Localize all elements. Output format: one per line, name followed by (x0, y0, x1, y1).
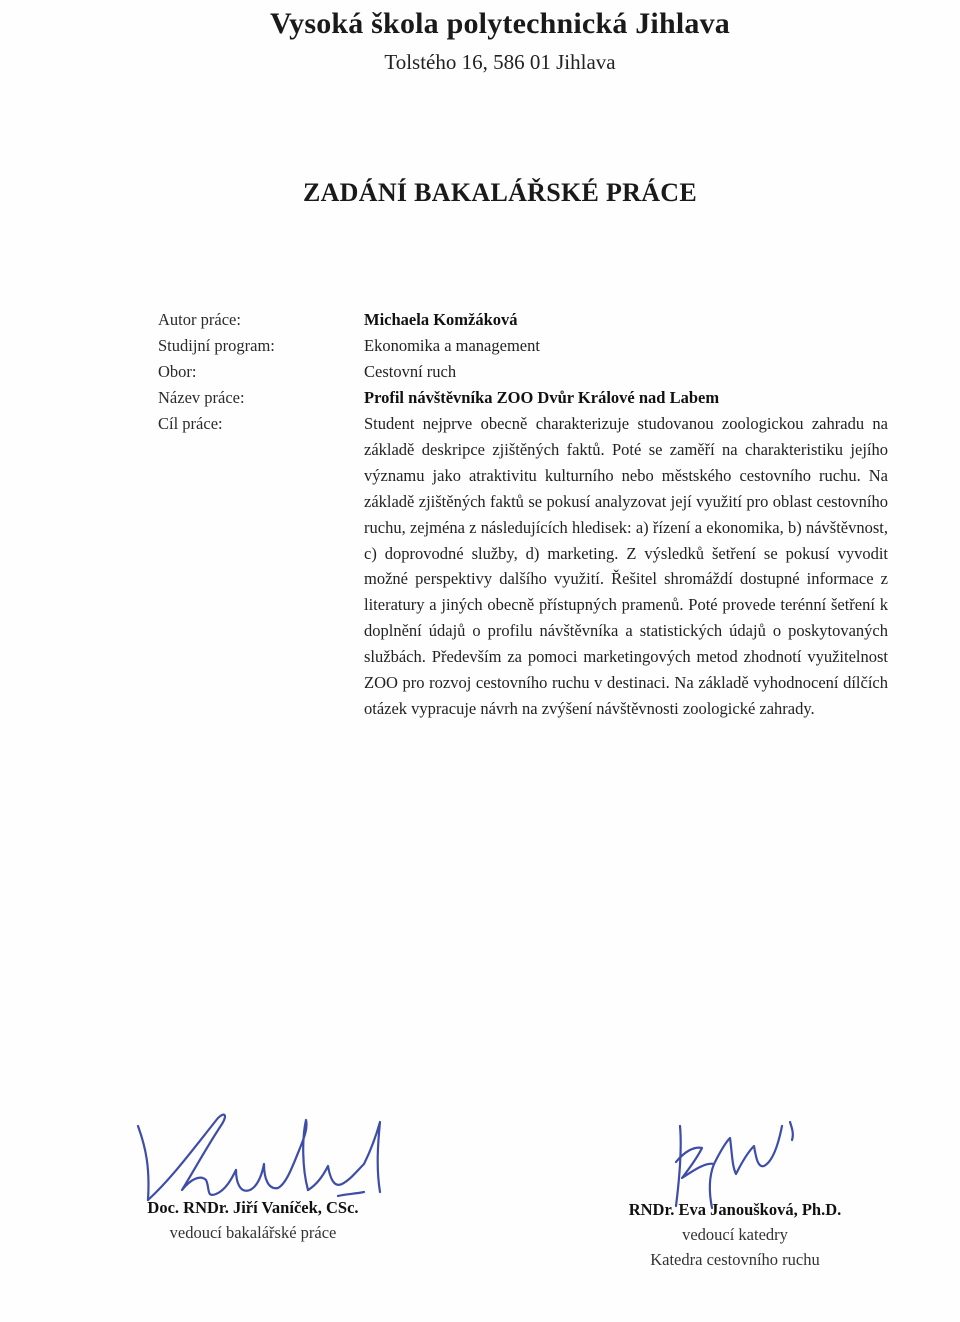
thesis-title-row (158, 385, 888, 411)
thesis-info (158, 307, 888, 722)
supervisor-block (118, 1195, 388, 1245)
field-row (158, 359, 888, 385)
field-label: Obor: (158, 362, 197, 381)
head-role: vedoucí katedry (682, 1225, 788, 1244)
program-value: Ekonomika a management (364, 336, 540, 355)
school-address: Tolstého 16, 586 01 Jihlava (384, 50, 616, 74)
supervisor-role: vedoucí bakalářské práce (169, 1223, 337, 1242)
program-row (158, 333, 888, 359)
head-of-department-block (600, 1197, 870, 1272)
author-label: Autor práce: (158, 310, 241, 329)
document-header (0, 6, 960, 76)
goal-label: Cíl práce: (158, 414, 223, 433)
goal-value: Student nejprve obecně charakterizuje studovanou zoologickou zahradu na základě deskripce zjištěných faktů. Poté se zaměří na charakteristiku jejího významu jako atraktivitu kulturního nebo městského cestovního ruchu. Na základě zjištěných faktů se pokusí analyzovat její využití pro oblast cestovního ruchu, zejména z následujících hledisek: a) řízení a ekonomika, b) návštěvnost, c) doprovodné služby, d) marketing. Z výsledků šetření se pokusí vyvodit možné perspektivy dalšího využití. Řešitel shromáždí dostupné informace z literatury a jiných obecně přístupných pramenů. Poté provede terénní šetření k doplnění údajů o profilu návštěvníka a statistických údajů o poskytovaných službách. Především za pomoci marketingových metod zhodnotí využitelnost ZOO pro rozvoj cestovního ruchu v destinaci. Na základě vyhodnocení dílčích otázek vypracuje návrh na zvýšení návštěvnosti zoologické zahrady. (364, 414, 888, 718)
thesis-title-value: Profil návštěvníka ZOO Dvůr Králové nad Labem (364, 388, 720, 407)
goal-row (158, 411, 888, 722)
school-name: Vysoká škola polytechnická Jihlava (270, 7, 730, 40)
program-label: Studijní program: (158, 336, 275, 355)
thesis-title-label: Název práce: (158, 388, 245, 407)
supervisor-name: Doc. RNDr. Jiří Vaníček, CSc. (147, 1198, 359, 1217)
field-value: Cestovní ruch (364, 362, 457, 381)
author-row (158, 307, 888, 333)
head-department: Katedra cestovního ruchu (650, 1250, 820, 1269)
document-title: ZADÁNÍ BAKALÁŘSKÉ PRÁCE (302, 178, 698, 207)
head-name: RNDr. Eva Janoušková, Ph.D. (628, 1200, 842, 1219)
author-value: Michaela Komžáková (364, 310, 518, 329)
